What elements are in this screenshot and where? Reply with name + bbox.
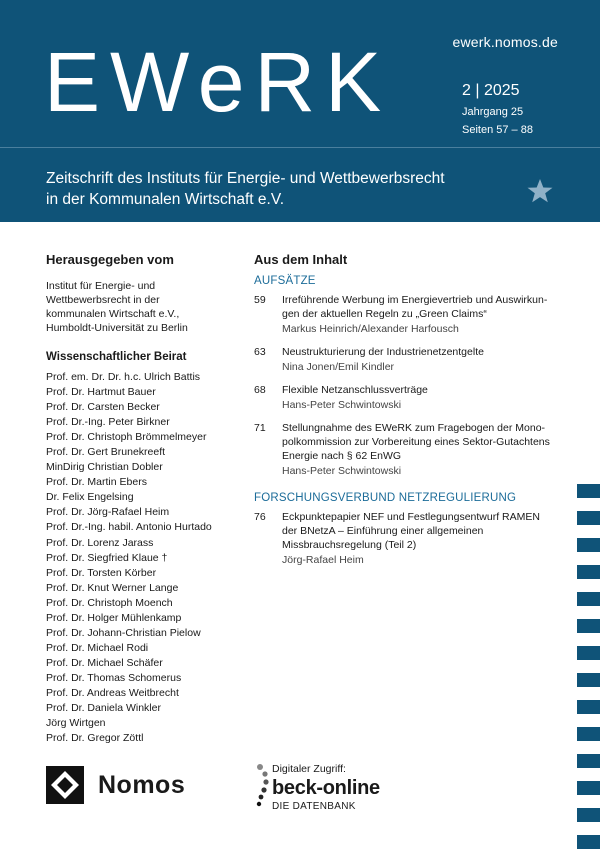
board-member: Prof. Dr.-Ing. Peter Birkner	[46, 416, 170, 429]
article-author: Jörg-Rafael Heim	[282, 554, 364, 566]
article-title-line: Eckpunktepapier NEF und Festlegungsentwurf RAMEN	[282, 511, 540, 523]
editors-heading: Herausgegeben vom	[46, 252, 174, 267]
article-page: 63	[254, 346, 266, 358]
subtitle-line: Zeitschrift des Instituts für Energie- und Wettbewerbsrecht	[46, 170, 445, 187]
board-member: Prof. Dr. Michael Rodi	[46, 641, 149, 654]
digital-access-label: Digitaler Zugriff:	[272, 763, 346, 775]
stripe	[577, 619, 600, 633]
stripe	[577, 808, 600, 822]
board-member: Prof. Dr. Siegfried Klaue †	[46, 551, 168, 564]
issue-number: 2 | 2025	[462, 82, 520, 99]
stripe	[577, 754, 600, 768]
board-member: Prof. Dr. Christoph Brömmelmeyer	[46, 431, 207, 444]
board-member: Prof. Dr. Hartmut Bauer	[46, 386, 156, 399]
board-member: Prof. Dr. Carsten Becker	[46, 401, 160, 414]
stripe	[577, 484, 600, 498]
article-entry[interactable]	[254, 345, 564, 374]
article-title-line: Energie nach § 62 EnWG	[282, 450, 402, 462]
article-title-line: Irreführende Werbung im Energievertrieb und Auswirkun-	[282, 294, 548, 306]
institution-line: Humboldt-Universität zu Berlin	[46, 322, 188, 334]
article-entry[interactable]	[254, 383, 564, 412]
edge-stripes	[577, 484, 600, 862]
article-author: Hans-Peter Schwintowski	[282, 399, 402, 411]
board-member: Prof. Dr. Andreas Weitbrecht	[46, 686, 179, 699]
stripe	[577, 565, 600, 579]
beck-dots-icon	[255, 763, 271, 811]
article-author: Markus Heinrich/Alexander Harfousch	[282, 323, 459, 335]
section-heading-essays: AUFSÄTZE	[254, 275, 316, 287]
article-title-line: Missbrauchsregelung (Teil 2)	[282, 539, 417, 551]
article-page: 71	[254, 422, 266, 434]
board-member: Prof. Dr.-Ing. habil. Antonio Hurtado	[46, 521, 212, 534]
article-page: 59	[254, 294, 266, 306]
beck-online-wordmark: beck-online	[272, 777, 380, 799]
board-member: Prof. Dr. Torsten Körber	[46, 566, 157, 579]
board-member: MinDirig Christian Dobler	[46, 461, 163, 474]
board-member: Prof. em. Dr. Dr. h.c. Ulrich Battis	[46, 371, 201, 383]
board-member: Dr. Felix Engelsing	[46, 491, 134, 504]
database-label: DIE DATENBANK	[272, 801, 356, 812]
institution-line: kommunalen Wirtschaft e.V.,	[46, 308, 180, 320]
board-member: Prof. Dr. Daniela Winkler	[46, 702, 161, 715]
institution-line: Institut für Energie- und	[46, 280, 156, 292]
board-member: Prof. Dr. Michael Schäfer	[46, 656, 163, 669]
stripe	[577, 646, 600, 660]
article-entry[interactable]	[254, 421, 564, 478]
header-divider	[0, 147, 600, 148]
article-title-line: der BNetzA – Einführung einer allgemeinen	[282, 525, 484, 537]
board-member: Prof. Dr. Thomas Schomerus	[46, 671, 182, 684]
article-title-line: Neustrukturierung der Industrienetzentgelte	[282, 346, 484, 358]
board-member: Jörg Wirtgen	[46, 717, 106, 730]
article-page: 76	[254, 511, 266, 523]
institution	[46, 279, 236, 335]
publisher-name: Nomos	[98, 770, 186, 799]
volume: Jahrgang 25	[462, 106, 524, 118]
stripe	[577, 835, 600, 849]
subtitle-line: in der Kommunalen Wirtschaft e.V.	[46, 191, 285, 208]
journal-url[interactable]: ewerk.nomos.de	[452, 34, 558, 50]
article-title-line: gen der aktuellen Regeln zu „Green Claims“	[282, 308, 487, 320]
star-icon	[526, 178, 554, 204]
article-title-line: polkommission zur Vorbereitung eines Sektor-Gutachtens	[282, 436, 550, 448]
nomos-diamond-icon	[46, 766, 84, 804]
stripe	[577, 673, 600, 687]
board-list	[46, 370, 236, 746]
article-entry[interactable]	[254, 510, 564, 567]
stripe	[577, 511, 600, 525]
stripe	[577, 727, 600, 741]
page-range: Seiten 57 – 88	[462, 124, 533, 136]
board-member: Prof. Dr. Martin Ebers	[46, 476, 147, 489]
board-member: Prof. Dr. Christoph Moench	[46, 596, 173, 609]
journal-subtitle	[46, 168, 445, 210]
board-member: Prof. Dr. Knut Werner Lange	[46, 581, 179, 594]
stripe	[577, 538, 600, 552]
article-title-line: Flexible Netzanschlussverträge	[282, 384, 428, 396]
board-member: Prof. Dr. Gert Brunekreeft	[46, 446, 166, 459]
article-entry[interactable]	[254, 293, 564, 336]
board-heading: Wissenschaftlicher Beirat	[46, 351, 187, 363]
beck-online-logo	[255, 763, 380, 816]
journal-logo: EWeRK	[44, 35, 392, 129]
board-member: Prof. Dr. Johann-Christian Pielow	[46, 626, 201, 639]
stripe	[577, 700, 600, 714]
editors-column	[46, 252, 236, 746]
board-member: Prof. Dr. Gregor Zöttl	[46, 732, 144, 745]
article-page: 68	[254, 384, 266, 396]
article-author: Nina Jonen/Emil Kindler	[282, 361, 395, 373]
board-member: Prof. Dr. Lorenz Jarass	[46, 536, 154, 549]
cover-header	[0, 0, 600, 222]
contents-heading: Aus dem Inhalt	[254, 252, 348, 267]
stripe	[577, 781, 600, 795]
publisher-logo	[46, 766, 185, 804]
article-author: Hans-Peter Schwintowski	[282, 465, 402, 477]
board-member: Prof. Dr. Holger Mühlenkamp	[46, 611, 182, 624]
article-title-line: Stellungnahme des EWeRK zum Fragebogen der Mono-	[282, 422, 546, 434]
board-member: Prof. Dr. Jörg-Rafael Heim	[46, 506, 170, 519]
contents-column	[254, 252, 564, 576]
section-heading-research: FORSCHUNGSVERBUND NETZREGULIERUNG	[254, 492, 517, 504]
stripe	[577, 592, 600, 606]
institution-line: Wettbewerbsrecht in der	[46, 294, 160, 306]
